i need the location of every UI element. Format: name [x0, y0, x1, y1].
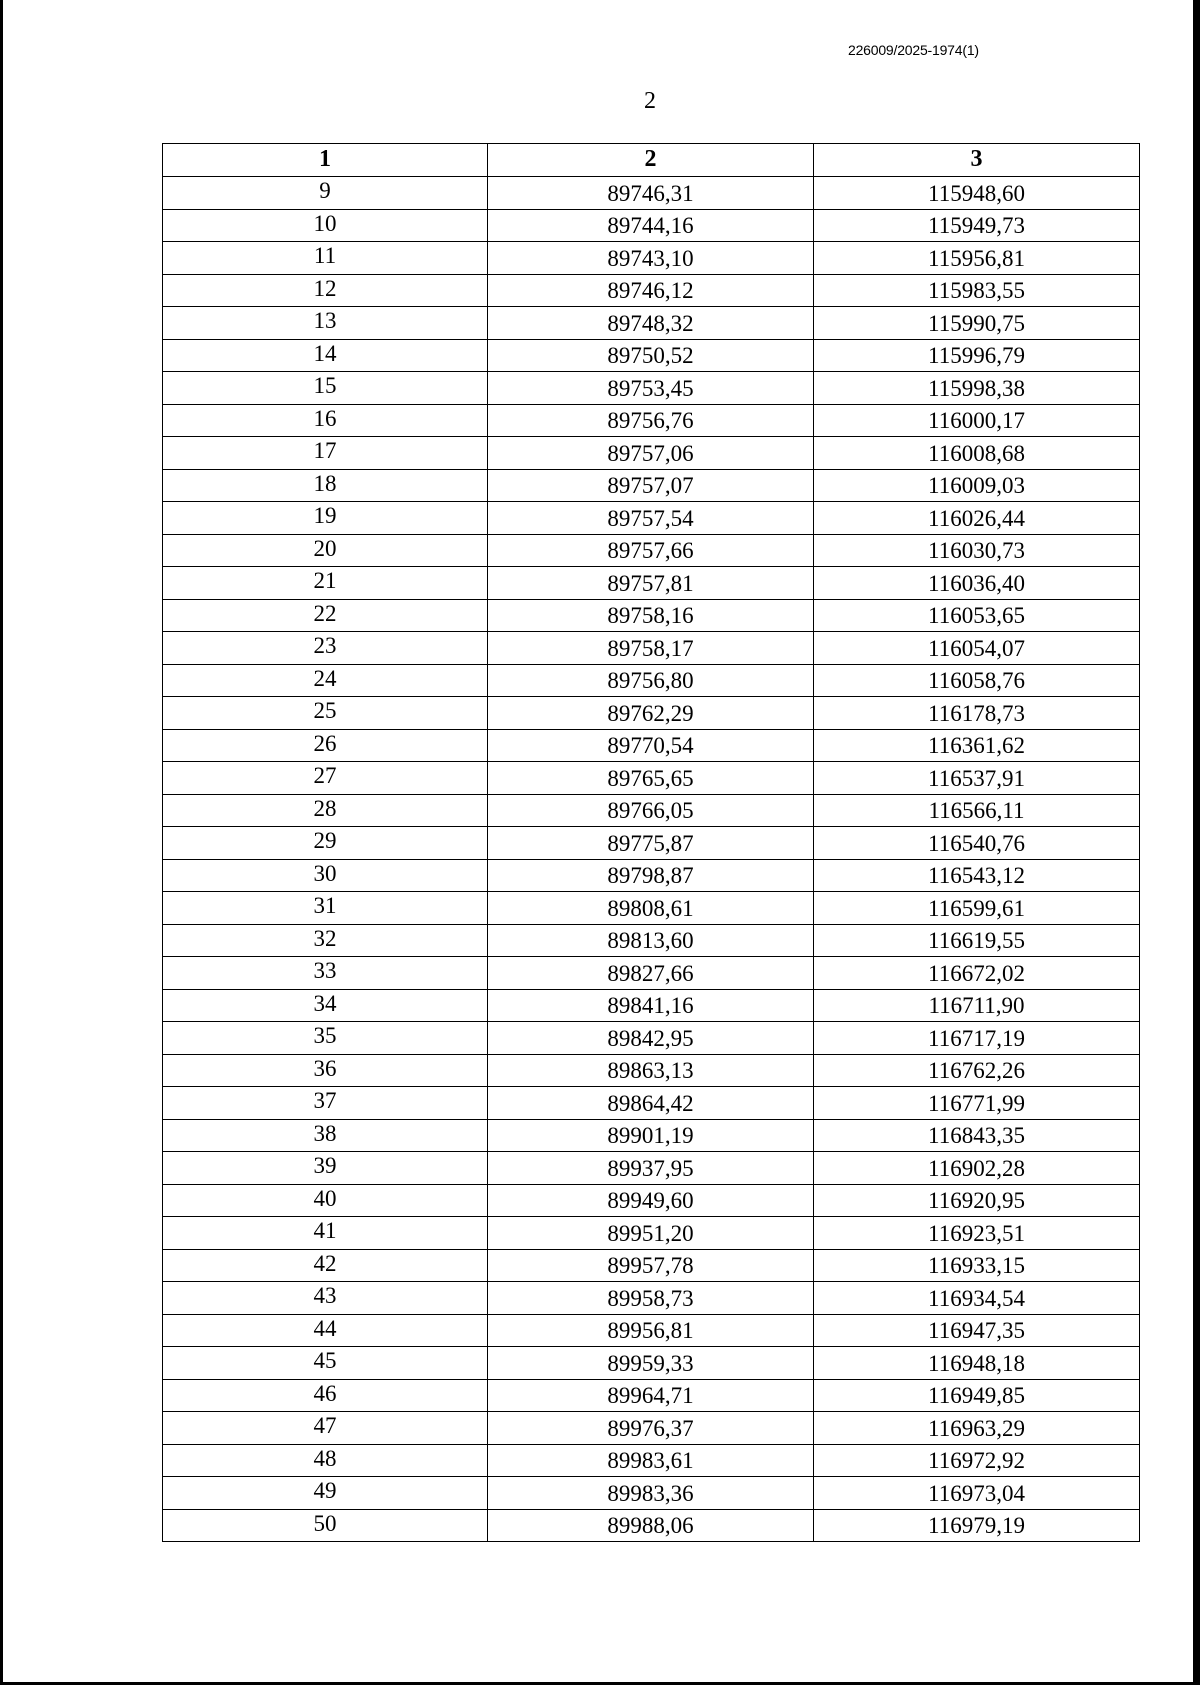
- point-number-cell: 14: [163, 339, 488, 372]
- point-number-cell: 19: [163, 502, 488, 535]
- x-coordinate-cell: 89753,45: [488, 372, 814, 405]
- x-coordinate-cell: 89842,95: [488, 1022, 814, 1055]
- point-number-cell: 33: [163, 957, 488, 990]
- point-number-cell: 46: [163, 1379, 488, 1412]
- table-row: [163, 924, 1140, 957]
- x-coordinate-cell: 89746,12: [488, 274, 814, 307]
- table-row: [163, 1217, 1140, 1250]
- y-coordinate-cell: 116030,73: [814, 534, 1140, 567]
- x-coordinate-cell: 89757,54: [488, 502, 814, 535]
- x-coordinate-cell: 89746,31: [488, 177, 814, 210]
- table-row: [163, 1054, 1140, 1087]
- point-number-cell: 45: [163, 1347, 488, 1380]
- point-number-cell: 49: [163, 1477, 488, 1510]
- point-number-cell: 25: [163, 697, 488, 730]
- x-coordinate-cell: 89750,52: [488, 339, 814, 372]
- x-coordinate-cell: 89964,71: [488, 1379, 814, 1412]
- point-number-cell: 12: [163, 274, 488, 307]
- point-number-cell: 29: [163, 827, 488, 860]
- x-coordinate-cell: 89901,19: [488, 1119, 814, 1152]
- table-row: [163, 1412, 1140, 1445]
- table-row: [163, 1152, 1140, 1185]
- y-coordinate-cell: 116361,62: [814, 729, 1140, 762]
- table-row: [163, 794, 1140, 827]
- point-number-cell: 41: [163, 1217, 488, 1250]
- x-coordinate-cell: 89766,05: [488, 794, 814, 827]
- y-coordinate-cell: 116008,68: [814, 437, 1140, 470]
- table-row: [163, 729, 1140, 762]
- y-coordinate-cell: 116540,76: [814, 827, 1140, 860]
- x-coordinate-cell: 89757,06: [488, 437, 814, 470]
- y-coordinate-cell: 116933,15: [814, 1249, 1140, 1282]
- table-row: [163, 1119, 1140, 1152]
- point-number-cell: 38: [163, 1119, 488, 1152]
- point-number-cell: 11: [163, 242, 488, 275]
- y-coordinate-cell: 116949,85: [814, 1379, 1140, 1412]
- scan-edge-left: [0, 0, 3, 1685]
- y-coordinate-cell: 116054,07: [814, 632, 1140, 665]
- x-coordinate-cell: 89959,33: [488, 1347, 814, 1380]
- point-number-cell: 30: [163, 859, 488, 892]
- x-coordinate-cell: 89956,81: [488, 1314, 814, 1347]
- y-coordinate-cell: 116711,90: [814, 989, 1140, 1022]
- table-row: [163, 1477, 1140, 1510]
- point-number-cell: 10: [163, 209, 488, 242]
- point-number-cell: 32: [163, 924, 488, 957]
- y-coordinate-cell: 116026,44: [814, 502, 1140, 535]
- document-id: 226009/2025-1974(1): [848, 42, 979, 58]
- y-coordinate-cell: 116000,17: [814, 404, 1140, 437]
- x-coordinate-cell: 89770,54: [488, 729, 814, 762]
- point-number-cell: 35: [163, 1022, 488, 1055]
- point-number-cell: 48: [163, 1444, 488, 1477]
- table-row: [163, 762, 1140, 795]
- x-coordinate-cell: 89957,78: [488, 1249, 814, 1282]
- point-number-cell: 20: [163, 534, 488, 567]
- point-number-cell: 16: [163, 404, 488, 437]
- x-coordinate-cell: 89949,60: [488, 1184, 814, 1217]
- coordinates-table: [162, 143, 1140, 1542]
- scan-edge-right: [1193, 0, 1200, 1685]
- x-coordinate-cell: 89951,20: [488, 1217, 814, 1250]
- point-number-cell: 27: [163, 762, 488, 795]
- table-row: [163, 502, 1140, 535]
- x-coordinate-cell: 89813,60: [488, 924, 814, 957]
- table-row: [163, 567, 1140, 600]
- point-number-cell: 21: [163, 567, 488, 600]
- page-number: 2: [644, 88, 656, 114]
- point-number-cell: 26: [163, 729, 488, 762]
- y-coordinate-cell: 116972,92: [814, 1444, 1140, 1477]
- table-row: [163, 859, 1140, 892]
- y-coordinate-cell: 115956,81: [814, 242, 1140, 275]
- x-coordinate-cell: 89983,61: [488, 1444, 814, 1477]
- point-number-cell: 39: [163, 1152, 488, 1185]
- table-row: [163, 1444, 1140, 1477]
- table-row: [163, 1379, 1140, 1412]
- point-number-cell: 23: [163, 632, 488, 665]
- column-header-3: 3: [814, 144, 1140, 177]
- y-coordinate-cell: 116543,12: [814, 859, 1140, 892]
- y-coordinate-cell: 116947,35: [814, 1314, 1140, 1347]
- x-coordinate-cell: 89762,29: [488, 697, 814, 730]
- x-coordinate-cell: 89758,16: [488, 599, 814, 632]
- y-coordinate-cell: 116178,73: [814, 697, 1140, 730]
- point-number-cell: 15: [163, 372, 488, 405]
- table-row: [163, 437, 1140, 470]
- point-number-cell: 9: [163, 177, 488, 210]
- x-coordinate-cell: 89775,87: [488, 827, 814, 860]
- table-row: [163, 957, 1140, 990]
- y-coordinate-cell: 115990,75: [814, 307, 1140, 340]
- y-coordinate-cell: 116934,54: [814, 1282, 1140, 1315]
- point-number-cell: 13: [163, 307, 488, 340]
- x-coordinate-cell: 89798,87: [488, 859, 814, 892]
- y-coordinate-cell: 116537,91: [814, 762, 1140, 795]
- y-coordinate-cell: 115996,79: [814, 339, 1140, 372]
- x-coordinate-cell: 89864,42: [488, 1087, 814, 1120]
- table-row: [163, 372, 1140, 405]
- y-coordinate-cell: 116948,18: [814, 1347, 1140, 1380]
- x-coordinate-cell: 89748,32: [488, 307, 814, 340]
- y-coordinate-cell: 116619,55: [814, 924, 1140, 957]
- table-row: [163, 1314, 1140, 1347]
- y-coordinate-cell: 116963,29: [814, 1412, 1140, 1445]
- y-coordinate-cell: 115949,73: [814, 209, 1140, 242]
- point-number-cell: 47: [163, 1412, 488, 1445]
- table-row: [163, 177, 1140, 210]
- y-coordinate-cell: 116053,65: [814, 599, 1140, 632]
- x-coordinate-cell: 89743,10: [488, 242, 814, 275]
- point-number-cell: 17: [163, 437, 488, 470]
- x-coordinate-cell: 89863,13: [488, 1054, 814, 1087]
- y-coordinate-cell: 116843,35: [814, 1119, 1140, 1152]
- column-header-1: 1: [163, 144, 488, 177]
- table-row: [163, 209, 1140, 242]
- y-coordinate-cell: 116717,19: [814, 1022, 1140, 1055]
- point-number-cell: 43: [163, 1282, 488, 1315]
- point-number-cell: 34: [163, 989, 488, 1022]
- x-coordinate-cell: 89958,73: [488, 1282, 814, 1315]
- table-row: [163, 1509, 1140, 1542]
- x-coordinate-cell: 89756,76: [488, 404, 814, 437]
- table-row: [163, 1282, 1140, 1315]
- point-number-cell: 44: [163, 1314, 488, 1347]
- table-row: [163, 664, 1140, 697]
- y-coordinate-cell: 116923,51: [814, 1217, 1140, 1250]
- y-coordinate-cell: 116672,02: [814, 957, 1140, 990]
- table-row: [163, 1347, 1140, 1380]
- table-row: [163, 989, 1140, 1022]
- table-row: [163, 1022, 1140, 1055]
- y-coordinate-cell: 116920,95: [814, 1184, 1140, 1217]
- table-row: [163, 599, 1140, 632]
- table-row: [163, 404, 1140, 437]
- table-row: [163, 274, 1140, 307]
- point-number-cell: 22: [163, 599, 488, 632]
- table-row: [163, 697, 1140, 730]
- x-coordinate-cell: 89757,81: [488, 567, 814, 600]
- point-number-cell: 24: [163, 664, 488, 697]
- x-coordinate-cell: 89765,65: [488, 762, 814, 795]
- column-header-2: 2: [488, 144, 814, 177]
- y-coordinate-cell: 116771,99: [814, 1087, 1140, 1120]
- y-coordinate-cell: 116009,03: [814, 469, 1140, 502]
- table-row: [163, 242, 1140, 275]
- y-coordinate-cell: 116762,26: [814, 1054, 1140, 1087]
- point-number-cell: 28: [163, 794, 488, 827]
- x-coordinate-cell: 89757,07: [488, 469, 814, 502]
- point-number-cell: 36: [163, 1054, 488, 1087]
- x-coordinate-cell: 89808,61: [488, 892, 814, 925]
- x-coordinate-cell: 89976,37: [488, 1412, 814, 1445]
- x-coordinate-cell: 89744,16: [488, 209, 814, 242]
- table-row: [163, 1087, 1140, 1120]
- y-coordinate-cell: 115948,60: [814, 177, 1140, 210]
- point-number-cell: 18: [163, 469, 488, 502]
- table-row: [163, 307, 1140, 340]
- y-coordinate-cell: 115983,55: [814, 274, 1140, 307]
- point-number-cell: 42: [163, 1249, 488, 1282]
- table-row: [163, 1184, 1140, 1217]
- y-coordinate-cell: 116902,28: [814, 1152, 1140, 1185]
- x-coordinate-cell: 89983,36: [488, 1477, 814, 1510]
- table-row: [163, 632, 1140, 665]
- y-coordinate-cell: 116973,04: [814, 1477, 1140, 1510]
- y-coordinate-cell: 116599,61: [814, 892, 1140, 925]
- y-coordinate-cell: 115998,38: [814, 372, 1140, 405]
- x-coordinate-cell: 89988,06: [488, 1509, 814, 1542]
- table-row: [163, 339, 1140, 372]
- y-coordinate-cell: 116566,11: [814, 794, 1140, 827]
- point-number-cell: 40: [163, 1184, 488, 1217]
- table-row: [163, 469, 1140, 502]
- table-body: [163, 177, 1140, 1542]
- table-row: [163, 892, 1140, 925]
- y-coordinate-cell: 116036,40: [814, 567, 1140, 600]
- x-coordinate-cell: 89758,17: [488, 632, 814, 665]
- x-coordinate-cell: 89937,95: [488, 1152, 814, 1185]
- point-number-cell: 31: [163, 892, 488, 925]
- table-row: [163, 827, 1140, 860]
- point-number-cell: 37: [163, 1087, 488, 1120]
- y-coordinate-cell: 116058,76: [814, 664, 1140, 697]
- table-row: [163, 534, 1140, 567]
- x-coordinate-cell: 89827,66: [488, 957, 814, 990]
- point-number-cell: 50: [163, 1509, 488, 1542]
- x-coordinate-cell: 89756,80: [488, 664, 814, 697]
- table-row: [163, 1249, 1140, 1282]
- x-coordinate-cell: 89757,66: [488, 534, 814, 567]
- y-coordinate-cell: 116979,19: [814, 1509, 1140, 1542]
- table-header-row: [163, 144, 1140, 177]
- x-coordinate-cell: 89841,16: [488, 989, 814, 1022]
